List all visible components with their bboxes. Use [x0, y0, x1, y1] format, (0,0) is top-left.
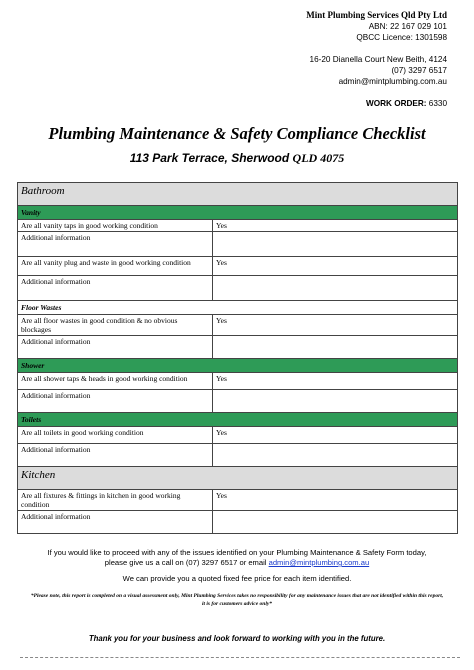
company-name: Mint Plumbing Services Qld Pty Ltd — [306, 10, 447, 20]
info-field[interactable] — [213, 511, 458, 534]
dashed-divider — [20, 657, 460, 658]
table-row — [18, 373, 458, 390]
table-row — [18, 511, 458, 534]
proceed-line-2-text: please give us a call on (07) 3297 6517 or email — [104, 558, 267, 567]
table-row — [18, 315, 458, 336]
info-field[interactable] — [213, 336, 458, 359]
info-label: Additional information — [18, 336, 213, 359]
answer[interactable]: Yes — [213, 490, 458, 511]
table-row — [18, 427, 458, 444]
section-heading: Kitchen — [18, 467, 458, 490]
thank-you-message: Thank you for your business and look forward to working with you in the future. — [88, 634, 386, 643]
question: Are all fixtures & fittings in kitchen in good working condition — [18, 490, 213, 511]
address-state: QLD 4075 — [292, 151, 345, 165]
answer[interactable]: Yes — [213, 257, 458, 276]
info-label: Additional information — [18, 390, 213, 413]
question: Are all floor wastes in good condition & no obvious blockages — [18, 315, 213, 336]
disclaimer-note: *Please note, this report is completed on a visual assessment only, Mint Plumbing Services takes no responsibility for any maintenance issues that are not identified within this report, it is for customers advice only* — [30, 593, 444, 607]
work-order-label: WORK ORDER: — [366, 99, 427, 108]
question: Are all shower taps & heads in good working condition — [18, 373, 213, 390]
proceed-line-2 — [0, 558, 474, 568]
company-phone: (07) 3297 6517 — [391, 66, 447, 75]
section-bathroom — [18, 183, 458, 206]
table-row — [18, 390, 458, 413]
quote-message: We can provide you a quoted fixed fee price for each item identified. — [122, 574, 352, 583]
info-label: Additional information — [18, 232, 213, 257]
answer[interactable]: Yes — [213, 373, 458, 390]
subsection-vanity — [18, 206, 458, 220]
info-field[interactable] — [213, 444, 458, 467]
page-title: Plumbing Maintenance & Safety Compliance Checklist — [48, 124, 426, 143]
subsection-label: Floor Wastes — [18, 301, 458, 315]
checklist-table — [17, 182, 458, 534]
table-row — [18, 336, 458, 359]
company-header — [306, 10, 447, 109]
subsection-shower — [18, 359, 458, 373]
table-row — [18, 232, 458, 257]
info-label: Additional information — [18, 276, 213, 301]
info-field[interactable] — [213, 276, 458, 301]
answer[interactable]: Yes — [213, 315, 458, 336]
subsection-label: Toilets — [18, 413, 458, 427]
qbcc-licence: QBCC Licence: 1301598 — [356, 33, 447, 42]
subsection-label: Shower — [18, 359, 458, 373]
info-label: Additional information — [18, 444, 213, 467]
question: Are all toilets in good working condition — [18, 427, 213, 444]
table-row — [18, 276, 458, 301]
answer[interactable]: Yes — [213, 220, 458, 232]
company-address: 16-20 Dianella Court New Beith, 4124 — [309, 55, 447, 64]
answer[interactable]: Yes — [213, 427, 458, 444]
subsection-floor-wastes — [18, 301, 458, 315]
info-field[interactable] — [213, 390, 458, 413]
subsection-label: Vanity — [18, 206, 458, 220]
table-row — [18, 444, 458, 467]
info-field[interactable] — [213, 232, 458, 257]
table-row — [18, 220, 458, 232]
property-address — [0, 151, 474, 166]
subsection-toilets — [18, 413, 458, 427]
abn: ABN: 22 167 029 101 — [368, 22, 447, 31]
question: Are all vanity taps in good working condition — [18, 220, 213, 232]
section-heading: Bathroom — [18, 183, 458, 206]
email-link[interactable]: admin@mintplumbing.com.au — [268, 558, 370, 567]
work-order-value: 6330 — [428, 99, 447, 108]
table-row — [18, 490, 458, 511]
table-row — [18, 257, 458, 276]
address-street: 113 Park Terrace, Sherwood — [129, 151, 290, 165]
proceed-line-1: If you would like to proceed with any of the issues identified on your Plumbing Maintenance & Safety Form today, — [47, 548, 427, 557]
info-label: Additional information — [18, 511, 213, 534]
proceed-message — [0, 548, 474, 568]
work-order — [306, 98, 447, 109]
question: Are all vanity plug and waste in good working condition — [18, 257, 213, 276]
section-kitchen — [18, 467, 458, 490]
company-email: admin@mintplumbing.com.au — [338, 77, 447, 86]
